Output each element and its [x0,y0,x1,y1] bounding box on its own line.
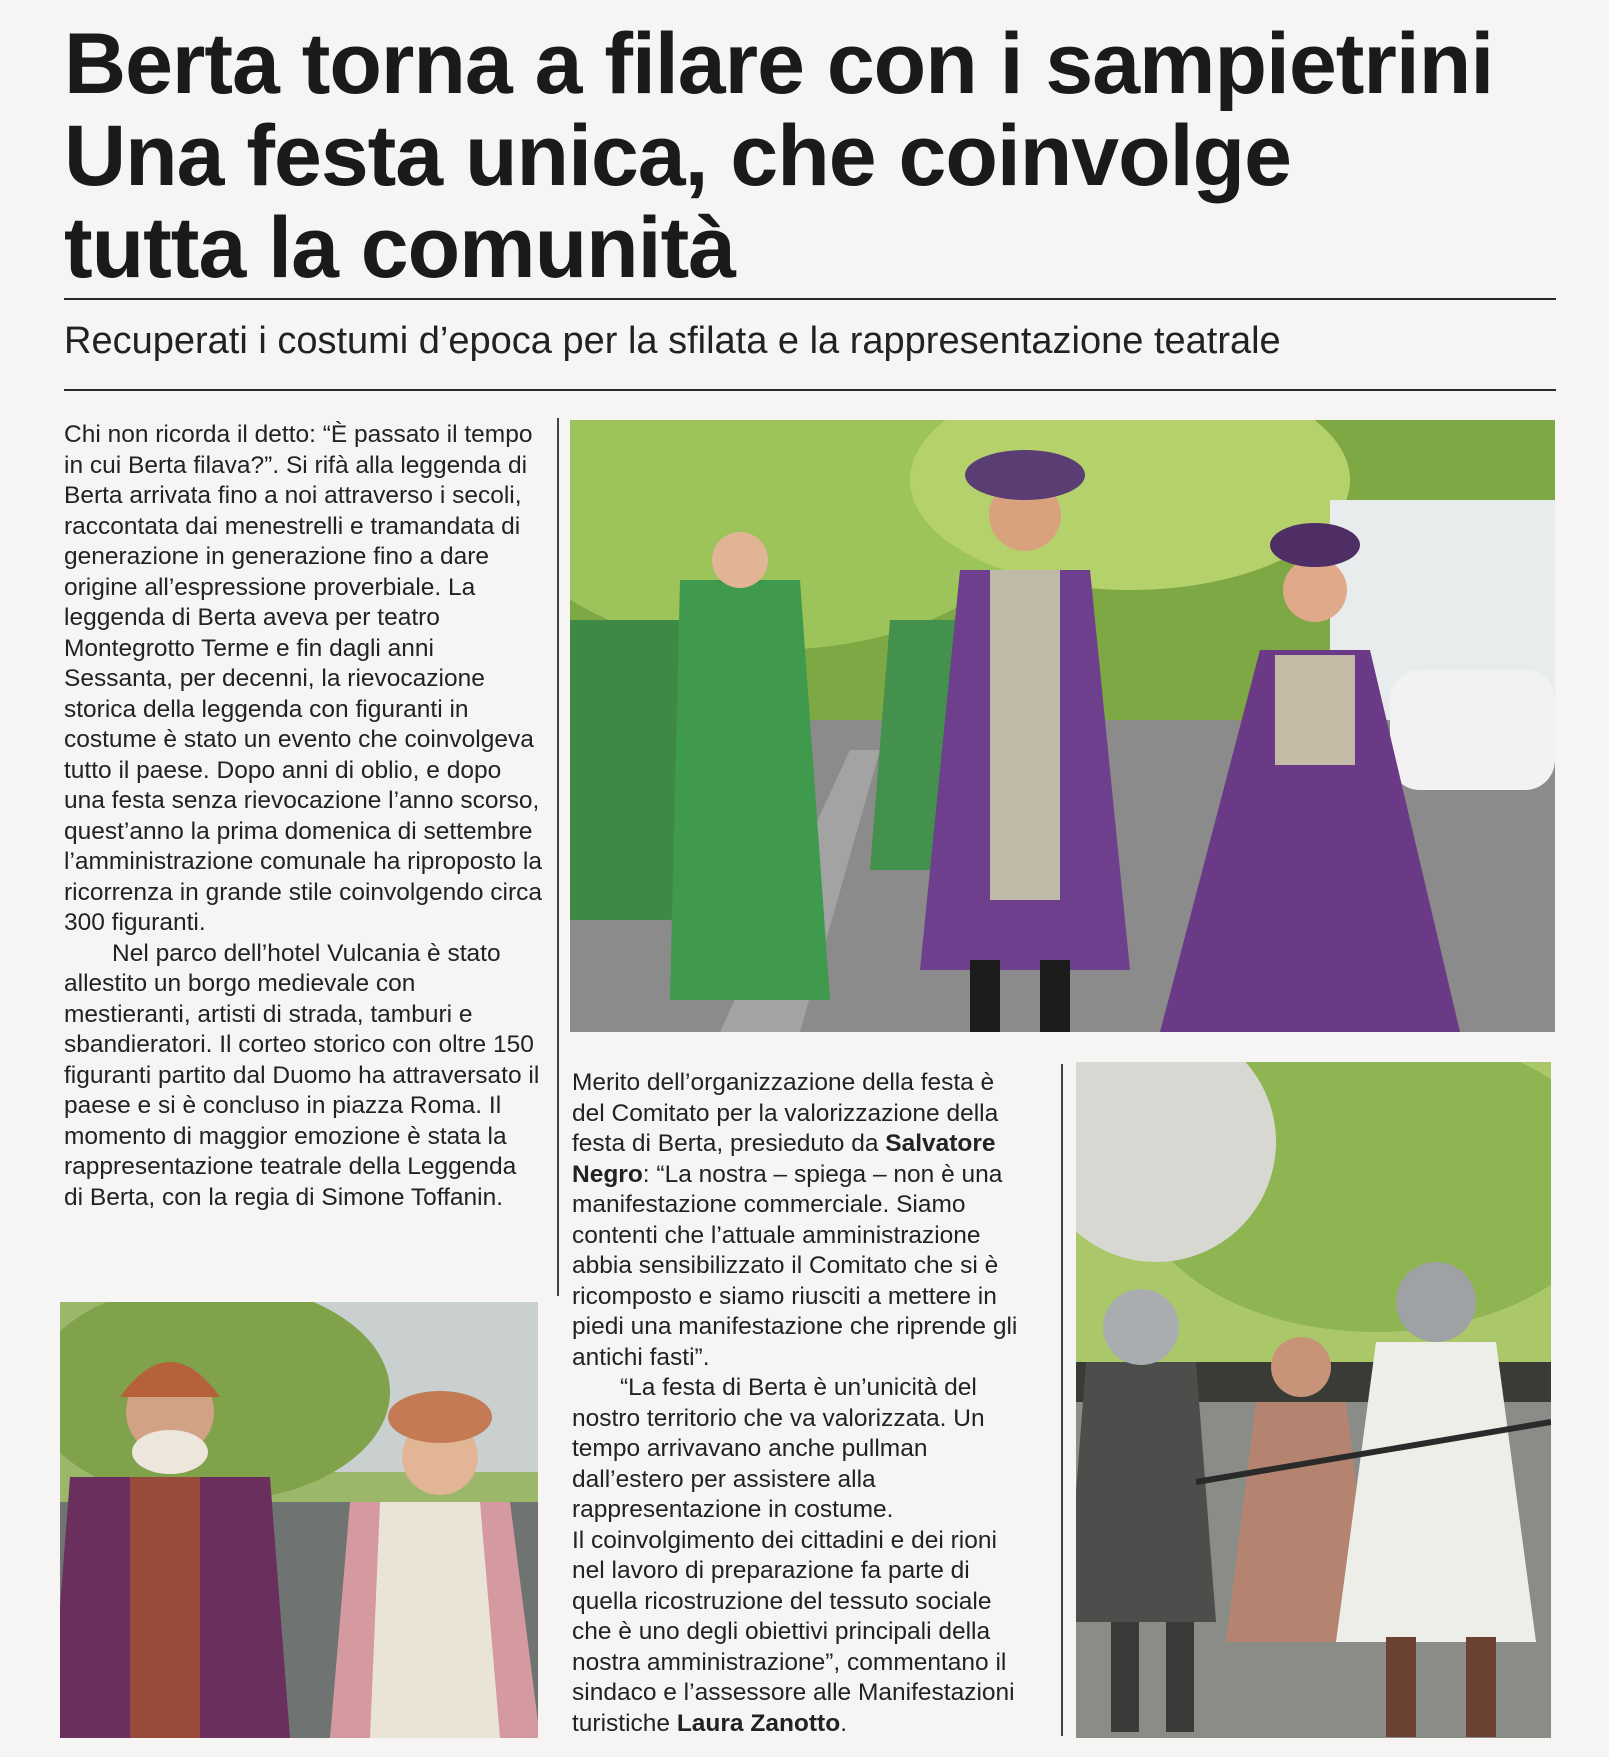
subheadline: Recuperati i costumi d’epoca per la sfilata e la rappresentazione teatrale [64,320,1281,362]
article-column-1 [64,420,542,1213]
headline-line-2: Una festa unica, che coinvolge [64,108,1291,204]
headline [64,18,1554,294]
column2-paragraph-3-end: . [840,1709,847,1737]
column2-paragraph-1 [572,1068,1032,1373]
column1-paragraph-2: Nel parco dell’hotel Vulcania è stato allestito un borgo medievale con mestieranti, artisti di strada, tamburi e sbandieratori. Il corteo storico con oltre 150 figuranti partito dal Duomo ha attraversato il paese e si è concluso in piazza Roma. Il momento di maggior emozione è stata la rappresentazione teatrale della Leggenda di Berta, con la regia di Simone Toffanin. [64,939,540,1211]
photo-knights-combat [1076,1062,1551,1738]
headline-line-3: tutta la comunità [64,200,736,296]
column-divider-2 [1061,1064,1063,1736]
subheadline-rule [64,389,1556,391]
headline-rule [64,298,1556,300]
photo-costumed-couple [60,1302,538,1738]
column2-paragraph-1-quote: : “La nostra – spiega – non è una manifestazione commerciale. Siamo contenti che l’attuale amministrazione abbia sensibilizzato il Comitato che si è ricomposto e siamo riusciti a mettere in piedi una manifestazione che riprende gli antichi fasti”. [572,1160,1018,1371]
assessor-name: Laura Zanotto [676,1709,841,1737]
column-divider-1 [557,418,559,1296]
column1-paragraph-1: Chi non ricorda il detto: “È passato il tempo in cui Berta filava?”. Si rifà alla leggenda di Berta arrivata fino a noi attraverso i secoli, raccontata dai menestrelli e tramandata di generazione in generazione fino a dare origine all’espressione proverbiale. La leggenda di Berta aveva per teatro Montegrotto Terme e fin dagli anni Sessanta, per decenni, la rievocazione storica della leggenda con figuranti in costume è stato un evento che coinvolgeva tutto il paese. Dopo anni di oblio, e dopo una festa senza rievocazione l’anno scorso, quest’anno la prima domenica di settembre l’amministrazione comunale ha riproposto la ricorrenza in grande stile coinvolgendo circa 300 figuranti. [64,421,543,936]
headline-line-1: Berta torna a filare con i sampietrini [64,16,1494,112]
article-column-2 [572,1068,1032,1739]
photo-procession [570,420,1555,1032]
photo-costumed-couple-image [60,1302,538,1738]
column2-paragraph-1-text: Merito dell’organizzazione della festa è del Comitato per la valorizzazione della festa di Berta, presieduto da [572,1069,999,1157]
president-name: Salvatore Negro [572,1130,996,1188]
photo-knights-combat-image [1076,1062,1551,1738]
photo-procession-image [570,420,1555,1032]
column2-paragraph-3 [572,1526,1032,1740]
column2-paragraph-2: “La festa di Berta è un’unicità del nostro territorio che va valorizzata. Un tempo arrivavano anche pullman dall’estero per assistere alla rappresentazione in costume. [572,1374,985,1523]
column2-paragraph-3-text: Il coinvolgimento dei cittadini e dei rioni nel lavoro di preparazione fa parte di quella ricostruzione del tessuto sociale che è uno degli obiettivi principali della nostra amministrazione”, commentano il sindaco e l’assessore alle Manifestazioni turistiche [572,1526,1015,1737]
